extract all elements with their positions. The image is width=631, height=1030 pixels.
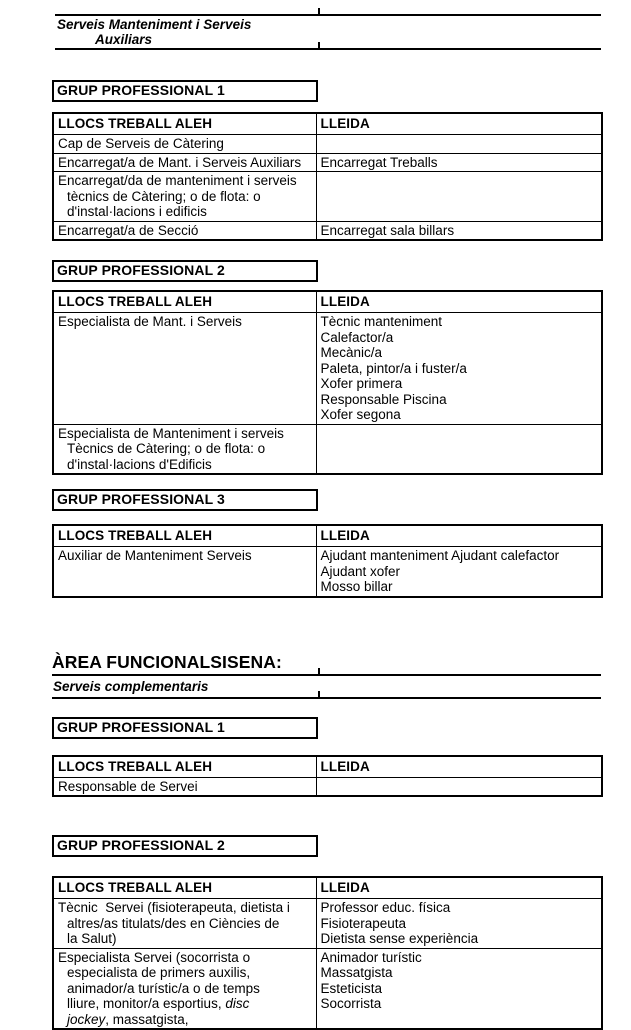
table-complementaris-grup1	[52, 755, 603, 798]
cell-llocs-treball	[53, 899, 316, 949]
cell-text-line: Professor educ. física	[320, 900, 451, 915]
cell-text-line: Mosso billar	[320, 579, 393, 594]
table-manteniment-grup2	[52, 290, 603, 475]
cell-text-line: Cap de Serveis de Càtering	[58, 136, 224, 151]
cell-lleida	[316, 221, 602, 240]
column-header-llocs-treball-aleh: LLOCS TREBALL ALEH	[53, 525, 316, 547]
table-complementaris-grup2	[52, 876, 603, 1030]
cell-text-line: Fisioterapeuta	[320, 915, 407, 931]
table-row	[53, 899, 602, 949]
cell-lleida	[316, 153, 602, 172]
cell-text-line: Encarregat sala billars	[320, 222, 455, 238]
grup-professional-3-box	[52, 489, 318, 511]
area-title: ÀREA FUNCIONALSISENA:	[52, 651, 282, 672]
cell-llocs-treball	[53, 948, 316, 1029]
cell-text-line: Tècnic Servei (fisioterapeuta, dietista i	[58, 900, 290, 915]
column-border-tick	[318, 42, 320, 48]
cell-llocs-treball	[53, 424, 316, 474]
cell-llocs-treball	[53, 153, 316, 172]
cell-text-line: d'instal·lacions i edificis	[67, 204, 207, 219]
cell-text-line: Calefactor/a	[320, 329, 394, 345]
cell-lleida	[316, 899, 602, 949]
cell-text-line: Especialista de Manteniment i serveis	[58, 425, 284, 441]
area-funcional-sisena	[52, 653, 601, 699]
cell-text-line: d'instal·lacions d'Edificis	[67, 456, 212, 472]
cell-lleida	[316, 777, 602, 796]
banner-text-line: Serveis Manteniment i Serveis	[57, 17, 252, 32]
cell-text-line: Mecànic/a	[320, 345, 383, 360]
cell-text-line: Tècnic manteniment	[320, 314, 443, 329]
column-header-llocs-treball-aleh: LLOCS TREBALL ALEH	[53, 756, 316, 778]
cell-llocs-treball	[53, 172, 316, 222]
cell-text-line: especialista de primers auxilis,	[67, 965, 251, 980]
grup-professional-1-box	[52, 80, 318, 102]
banner-serveis-manteniment	[55, 14, 601, 50]
cell-text-line: Especialista de Mant. i Serveis	[58, 314, 242, 329]
column-header-lleida: LLEIDA	[316, 291, 602, 313]
grup-professional-2-box-sisena	[52, 835, 318, 857]
cell-text-line: Xofer primera	[320, 376, 403, 391]
table-header-row	[53, 291, 602, 313]
table-header-row	[53, 525, 602, 547]
cell-text-line: Responsable Piscina	[320, 391, 447, 407]
cell-text-line: Xofer segona	[320, 407, 401, 422]
area-subtitle: Serveis complementaris	[53, 678, 209, 694]
cell-text-line: la Salut)	[67, 931, 117, 946]
cell-text-line: Tècnics de Càtering; o de flota: o	[67, 441, 266, 456]
cell-lleida	[316, 547, 602, 597]
column-header-lleida: LLEIDA	[316, 113, 602, 135]
cell-text-line: animador/a turístic/a o de temps	[67, 980, 260, 996]
cell-text-line: Encarregat/da de manteniment i serveis	[58, 173, 297, 188]
cell-text-line: jockey, massatgista,	[67, 1011, 189, 1027]
table-header-row	[53, 877, 602, 899]
table-row	[53, 424, 602, 474]
cell-text-line: Paleta, pintor/a i fuster/a	[320, 360, 467, 376]
cell-lleida	[316, 172, 602, 222]
cell-text-line: Encarregat/a de Secció	[58, 222, 199, 238]
cell-text-line: Responsable de Servei	[58, 778, 198, 794]
cell-text-line: Ajudant manteniment Ajudant calefactor	[320, 548, 560, 563]
cell-text-line: Animador turístic	[320, 949, 422, 965]
column-header-lleida: LLEIDA	[316, 756, 602, 778]
cell-lleida	[316, 135, 602, 154]
table-row	[53, 135, 602, 154]
grup-professional-3-label: GRUP PROFESSIONAL 3	[57, 491, 225, 507]
cell-llocs-treball	[53, 777, 316, 796]
table-row	[53, 313, 602, 425]
cell-llocs-treball	[53, 135, 316, 154]
cell-text-line: Dietista sense experiència	[320, 931, 479, 946]
grup-professional-1-label-sisena: GRUP PROFESSIONAL 1	[57, 718, 225, 735]
cell-text-line: lliure, monitor/a esportius, disc	[67, 996, 250, 1011]
table-row	[53, 153, 602, 172]
cell-text-line: altres/as titulats/des en Ciències de	[67, 915, 280, 931]
table-row	[53, 777, 602, 796]
column-header-llocs-treball-aleh: LLOCS TREBALL ALEH	[53, 291, 316, 313]
table-header-row	[53, 756, 602, 778]
column-border-tick	[318, 691, 320, 697]
area-title-row	[52, 653, 601, 676]
cell-text-line: Massatgista	[320, 965, 393, 980]
grup-professional-1-label: GRUP PROFESSIONAL 1	[57, 82, 225, 98]
column-header-llocs-treball-aleh: LLOCS TREBALL ALEH	[53, 877, 316, 899]
cell-text-line: Ajudant xofer	[320, 563, 401, 579]
grup-professional-2-label-sisena: GRUP PROFESSIONAL 2	[57, 837, 225, 853]
table-manteniment-grup1	[52, 112, 603, 241]
banner-text-line: Auxiliars	[95, 32, 153, 47]
cell-text-line: Socorrista	[320, 996, 382, 1011]
grup-professional-2-label: GRUP PROFESSIONAL 2	[57, 262, 225, 278]
area-subtitle-row	[52, 676, 601, 699]
cell-text-line: tècnics de Càtering; o de flota: o	[67, 188, 261, 204]
column-border-tick	[318, 8, 320, 14]
table-manteniment-grup3	[52, 524, 603, 598]
cell-text-line: Auxiliar de Manteniment Serveis	[58, 548, 252, 563]
table-row	[53, 221, 602, 240]
column-header-llocs-treball-aleh: LLOCS TREBALL ALEH	[53, 113, 316, 135]
cell-lleida	[316, 313, 602, 425]
cell-text-line: Especialista Servei (socorrista o	[58, 949, 251, 965]
table-header-row	[53, 113, 602, 135]
cell-text-line: Encarregat/a de Mant. i Serveis Auxiliars	[58, 154, 302, 170]
cell-text-line: Esteticista	[320, 980, 383, 996]
table-row	[53, 547, 602, 597]
cell-llocs-treball	[53, 547, 316, 597]
table-row	[53, 948, 602, 1029]
cell-lleida	[316, 424, 602, 474]
cell-llocs-treball	[53, 221, 316, 240]
column-header-lleida: LLEIDA	[316, 877, 602, 899]
grup-professional-1-box-sisena	[52, 717, 318, 739]
cell-text-line: Encarregat Treballs	[320, 154, 438, 170]
column-border-tick	[318, 668, 320, 674]
column-header-lleida: LLEIDA	[316, 525, 602, 547]
cell-llocs-treball	[53, 313, 316, 425]
grup-professional-2-box	[52, 260, 318, 282]
cell-lleida	[316, 948, 602, 1029]
table-row	[53, 172, 602, 222]
